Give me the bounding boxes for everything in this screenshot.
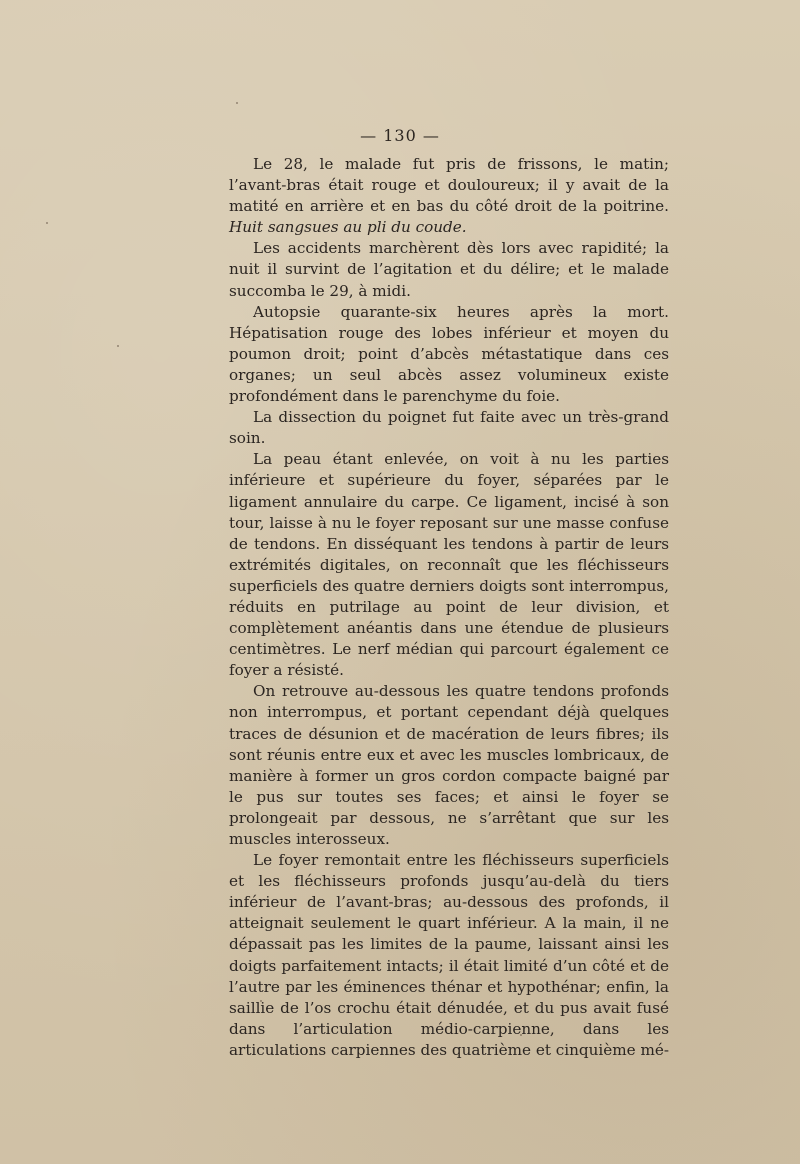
page-number: — 130 —: [360, 126, 440, 145]
paragraph-1-text: Le 28, le malade fut pris de frissons, le matin; l’avant-bras était rouge et douloureux; il y avait de la matité en arrière et en bas du côté droit de la poitrine.: [229, 155, 669, 216]
paragraph-6: On retrouve au-dessous les quatre tendons profonds non interrompus, et portant cependant déjà quelques traces de désunion et de macération de leurs fibres; ils sont réunis entre eux et avec les muscles lombricaux, de manière à former un gros cordon compacte baigné par le pus sur toutes ses faces; et ainsi le foyer se prolongeait par dessous, ne s’arrêtant que sur les muscles interosseux.: [229, 682, 669, 848]
paragraph-3: Autopsie quarante-six heures après la mort. Hépatisation rouge des lobes inférieur et moyen du poumon droit; point d’abcès métastatique dans ces organes; un seul abcès assez volumineux existe profondément dans le parenchyme du foie.: [229, 302, 669, 406]
paper-speck: [520, 1034, 522, 1036]
paper-speck: [236, 102, 238, 104]
paper-speck: [260, 1000, 262, 1002]
body-text: [229, 154, 669, 1061]
paragraph-2: Les accidents marchèrent dès lors avec rapidité; la nuit il survint de l’agitation et du délire; et le malade succomba le 29, à midi.: [229, 239, 669, 300]
paragraph-5: La peau étant enlevée, on voit à nu les parties inférieure et supérieure du foyer, séparées par le ligament annulaire du carpe. Ce ligament, incisé à son tour, laisse à nu le foyer reposant sur une masse confuse de tendons. En disséquant les tendons à partir de leurs extrémités digitales, on reconnaît que les fléchisseurs superficiels des quatre derniers doigts sont interrompus, réduits en putrilage au point de leur division, et complètement anéantis dans une étendue de plusieurs centimètres. Le nerf médian qui parcourt également ce foyer a résisté.: [229, 450, 669, 680]
paper-speck: [46, 222, 48, 224]
paragraph-4: La dissection du poignet fut faite avec un très-grand soin.: [229, 408, 669, 448]
paragraph-1: [229, 154, 669, 238]
paragraph-7: Le foyer remontait entre les fléchisseurs superficiels et les fléchisseurs profonds jusqu’au-delà du tiers inférieur de l’avant-bras; au-dessous des profonds, il atteignait seulement le quart inférieur. A la main, il ne dépassait pas les limites de la paume, laissant ainsi les doigts parfaitement intacts; il était limité d’un côté et de l’autre par les éminences thénar et hypothénar; enfin, la saillie de l’os crochu était dénudée, et du pus avait fusé dans l’articulation médio-carpienne, dans les articulations carpiennes des quatrième et cinquième mé-: [229, 851, 670, 1059]
paragraph-1-italic: Huit sangsues au pli du coude.: [229, 218, 467, 237]
paper-speck: [117, 345, 119, 347]
